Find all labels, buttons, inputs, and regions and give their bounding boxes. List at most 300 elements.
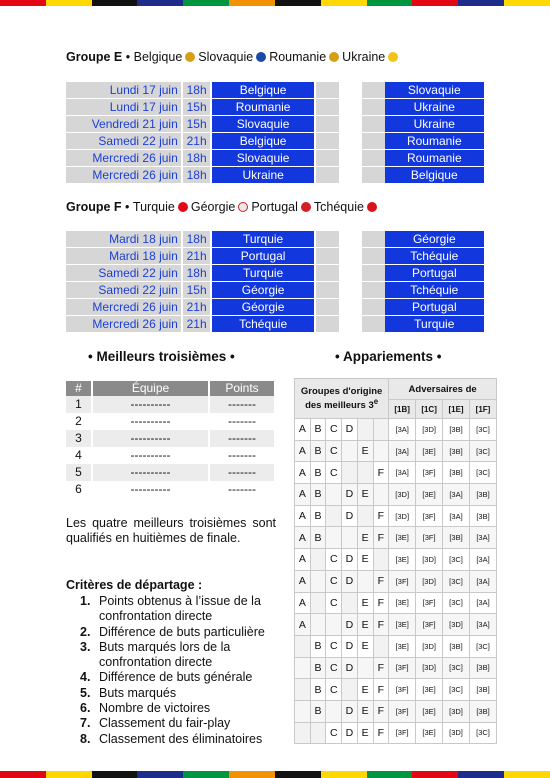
team-name: Ukraine (342, 50, 386, 64)
stripe-segment (367, 0, 413, 6)
stripe-segment (504, 771, 550, 778)
origin-group-cell (295, 657, 311, 679)
origin-group-cell: A (295, 505, 311, 527)
origin-group-cell: A (295, 527, 311, 549)
origin-group-cell: C (326, 657, 342, 679)
origin-group-cell (357, 570, 373, 592)
origin-group-cell: B (310, 635, 326, 657)
stripe-segment (137, 771, 183, 778)
opponent-cell: [3F] (416, 527, 443, 549)
home-score-box[interactable] (316, 116, 339, 132)
thirds-row (66, 447, 274, 464)
origin-group-cell: F (373, 657, 389, 679)
origin-group-cell (373, 484, 389, 506)
stripe-segment (229, 771, 275, 778)
stripe-segment (229, 0, 275, 6)
home-team: Belgique (212, 133, 313, 149)
home-team: Turquie (212, 231, 313, 247)
origin-group-cell: A (295, 592, 311, 614)
opponent-cell: [3A] (389, 419, 416, 441)
team-name: Slovaquie (198, 50, 254, 64)
group-f-schedule (66, 231, 484, 333)
match-date: Vendredi 21 juin (66, 116, 181, 132)
pairing-row (295, 462, 497, 484)
criteria-title: Critères de départage : (66, 578, 203, 592)
criteria-number: 1. (80, 594, 91, 608)
origin-group-cell: F (373, 614, 389, 636)
opponent-cell: [3E] (416, 722, 443, 744)
match-date: Mercredi 26 juin (66, 299, 181, 315)
match-date: Lundi 17 juin (66, 99, 181, 115)
home-team: Géorgie (212, 299, 313, 315)
score-separator (341, 316, 362, 332)
flag-icon (301, 202, 311, 212)
origin-group-cell: A (295, 440, 311, 462)
criteria-item (80, 701, 285, 716)
origin-group-cell: B (310, 484, 326, 506)
points-cell[interactable]: ------- (228, 448, 256, 462)
origin-group-cell (295, 722, 311, 744)
origin-group-cell (342, 679, 358, 701)
match-date: Mercredi 26 juin (66, 150, 181, 166)
match-hour: 21h (183, 299, 211, 315)
home-team: Roumanie (212, 99, 313, 115)
match-hour: 18h (183, 231, 211, 247)
col-team-header: Équipe (93, 381, 208, 396)
origin-group-cell: B (310, 657, 326, 679)
away-team: Roumanie (385, 150, 484, 166)
match-date: Samedi 22 juin (66, 282, 181, 298)
home-score-box[interactable] (316, 299, 339, 315)
match-date: Mardi 18 juin (66, 231, 181, 247)
opponent-cell: [3C] (469, 440, 496, 462)
pairing-row (295, 614, 497, 636)
origin-group-cell: F (373, 592, 389, 614)
away-team: Belgique (385, 167, 484, 183)
pairing-row (295, 700, 497, 722)
criteria-text: Buts marqués (99, 685, 177, 700)
origin-group-cell (326, 614, 342, 636)
origin-group-cell: D (342, 614, 358, 636)
thirds-header-row (66, 381, 274, 396)
origin-group-cell: E (357, 700, 373, 722)
origin-group-cell: E (357, 440, 373, 462)
home-team: Tchéquie (212, 316, 313, 332)
flag-icon (367, 202, 377, 212)
match-row (66, 99, 484, 115)
origin-group-cell (326, 484, 342, 506)
opponent-cell: [3D] (443, 722, 470, 744)
origin-group-cell: D (342, 549, 358, 571)
opponent-cell: [3C] (469, 462, 496, 484)
origin-group-cell: C (326, 722, 342, 744)
points-cell[interactable]: ------- (210, 396, 274, 413)
origin-group-cell (357, 419, 373, 441)
opponent-cell: [3C] (443, 570, 470, 592)
stripe-segment (275, 771, 321, 778)
origin-group-cell: F (373, 527, 389, 549)
stripe-segment (275, 0, 321, 6)
criteria-text: Classement des éliminatoires (99, 731, 263, 746)
away-score-box[interactable] (362, 316, 385, 332)
match-hour: 18h (183, 167, 211, 183)
criteria-number: 4. (80, 670, 91, 685)
match-hour: 21h (183, 248, 211, 264)
stripe-segment (183, 0, 229, 6)
origin-group-cell: C (326, 419, 342, 441)
criteria-item (80, 686, 285, 701)
opponent-cell: [3C] (443, 549, 470, 571)
score-separator (341, 150, 362, 166)
stripe-segment (321, 771, 367, 778)
points-cell[interactable]: ------- (228, 414, 256, 428)
home-team: Portugal (212, 248, 313, 264)
home-score-box[interactable] (316, 316, 339, 332)
match-row (66, 167, 484, 183)
stripe-segment (412, 771, 458, 778)
opponent-cell: [3B] (469, 700, 496, 722)
origin-group-cell: E (357, 484, 373, 506)
match-date: Samedi 22 juin (66, 133, 181, 149)
origin-group-cell (310, 592, 326, 614)
tiebreak-criteria-list (80, 594, 285, 747)
criteria-number: 6. (80, 701, 91, 716)
pairing-row (295, 722, 497, 744)
stripe-segment (458, 0, 504, 6)
opponents-header: Adversaires de (389, 379, 497, 400)
match-row (66, 265, 484, 281)
match-date: Mercredi 26 juin (66, 316, 181, 332)
opponent-cell: [3D] (389, 484, 416, 506)
home-team: Ukraine (212, 167, 313, 183)
opponent-cell: [3C] (443, 679, 470, 701)
criteria-text: Nombre de victoires (99, 701, 211, 716)
away-score-box[interactable] (362, 299, 385, 315)
pairing-row (295, 657, 497, 679)
rank-cell: 3 (66, 430, 91, 447)
criteria-text: Différence de buts générale (99, 670, 253, 685)
flag-icon (178, 202, 188, 212)
away-score-box[interactable] (362, 82, 385, 98)
origin-group-cell: D (342, 635, 358, 657)
origin-groups-sup: e (373, 396, 379, 406)
group-e-header (66, 50, 401, 64)
origin-group-cell: E (357, 679, 373, 701)
group-e-schedule (66, 82, 484, 184)
team-cell[interactable]: ---------- (130, 448, 171, 462)
origin-groups-header (295, 379, 389, 419)
match-hour: 15h (183, 116, 211, 132)
decorative-bottom-stripe (0, 771, 550, 778)
home-score-box[interactable] (316, 150, 339, 166)
opponent-cell: [3F] (416, 462, 443, 484)
origin-group-cell (342, 462, 358, 484)
team-cell[interactable]: ---------- (93, 430, 208, 447)
opponent-cell: [3F] (389, 700, 416, 722)
origin-group-cell (342, 527, 358, 549)
home-score-box[interactable] (316, 133, 339, 149)
home-score-box[interactable] (316, 265, 339, 281)
opponent-cell: [3B] (443, 527, 470, 549)
origin-group-cell: A (295, 462, 311, 484)
opponent-cell: [3E] (416, 440, 443, 462)
origin-group-cell: B (310, 440, 326, 462)
team-cell[interactable]: ---------- (130, 414, 171, 428)
opponent-cell: [3A] (469, 614, 496, 636)
criteria-item (80, 716, 285, 731)
criteria-item (80, 640, 285, 671)
opponent-cell: [3F] (416, 592, 443, 614)
match-row (66, 248, 484, 264)
rank-cell: 2 (75, 414, 82, 428)
opponent-cell: [3A] (389, 462, 416, 484)
home-score-box[interactable] (316, 82, 339, 98)
thirds-row (66, 464, 274, 481)
criteria-item (80, 594, 285, 625)
opponent-cell: [3A] (469, 549, 496, 571)
away-score-box[interactable] (362, 248, 385, 264)
origin-group-cell: A (295, 570, 311, 592)
opponent-cell: [3F] (389, 722, 416, 744)
origin-group-cell: D (342, 722, 358, 744)
match-row (66, 150, 484, 166)
home-team: Slovaquie (212, 150, 313, 166)
rank-cell: 4 (75, 448, 82, 462)
origin-group-cell: A (295, 484, 311, 506)
score-separator (341, 231, 362, 247)
match-date: Samedi 22 juin (66, 265, 181, 281)
match-row (66, 116, 484, 132)
opponent-cell: [3A] (443, 484, 470, 506)
opponent-cell: [3B] (443, 635, 470, 657)
opponent-cell: [3A] (469, 527, 496, 549)
origin-group-cell: D (342, 657, 358, 679)
stripe-segment (321, 0, 367, 6)
match-row (66, 282, 484, 298)
score-separator (341, 282, 362, 298)
origin-group-cell (326, 700, 342, 722)
origin-group-cell (342, 592, 358, 614)
criteria-item (80, 670, 285, 685)
opponent-cell: [3A] (469, 592, 496, 614)
pairing-row (295, 592, 497, 614)
origin-group-cell (373, 440, 389, 462)
points-cell[interactable]: ------- (210, 430, 274, 447)
pairings-table (294, 378, 497, 744)
origin-group-cell: C (326, 635, 342, 657)
col-points-header: Points (210, 381, 274, 396)
stripe-segment (92, 771, 138, 778)
group-f-header (66, 200, 380, 214)
match-hour: 15h (183, 282, 211, 298)
origin-group-cell: F (373, 505, 389, 527)
home-score-box[interactable] (316, 282, 339, 298)
origin-group-cell (357, 505, 373, 527)
origin-group-cell: B (310, 505, 326, 527)
group-e-label: Groupe E (66, 50, 123, 64)
opponent-cell: [3E] (416, 700, 443, 722)
opponent-cell: [3F] (389, 570, 416, 592)
team-name: Roumanie (269, 50, 327, 64)
flag-icon (329, 52, 339, 62)
criteria-item (80, 625, 285, 640)
qualification-note: Les quatre meilleurs troisièmes sont qualifiés en huitièmes de finale. (66, 516, 276, 545)
thirds-row (66, 413, 274, 430)
home-score-box[interactable] (316, 248, 339, 264)
pairing-row (295, 570, 497, 592)
opponent-cell: [3E] (389, 592, 416, 614)
thirds-row (66, 396, 274, 413)
points-cell[interactable]: ------- (210, 464, 274, 481)
origin-group-cell (295, 635, 311, 657)
opponent-cell: [3B] (443, 462, 470, 484)
origin-group-cell: E (357, 722, 373, 744)
origin-group-cell: F (373, 462, 389, 484)
opponent-cell: [3D] (416, 419, 443, 441)
pairing-row (295, 484, 497, 506)
opponent-cell: [3A] (469, 570, 496, 592)
origin-group-cell: D (342, 570, 358, 592)
stripe-segment (0, 0, 46, 6)
pairing-row (295, 549, 497, 571)
opponent-cell: [3C] (469, 635, 496, 657)
criteria-number: 3. (80, 639, 91, 654)
match-hour: 21h (183, 316, 211, 332)
team-name: Belgique (133, 50, 183, 64)
origin-group-cell: C (326, 570, 342, 592)
origin-group-cell: B (310, 462, 326, 484)
origin-group-cell: E (357, 614, 373, 636)
origin-group-cell: B (310, 679, 326, 701)
home-team: Slovaquie (212, 116, 313, 132)
score-separator (341, 167, 362, 183)
flag-icon (238, 202, 248, 212)
criteria-number: 5. (80, 685, 91, 700)
origin-group-cell: C (326, 679, 342, 701)
match-hour: 18h (183, 150, 211, 166)
pairings-title: • Appariements • (335, 349, 442, 364)
origin-group-cell (342, 440, 358, 462)
away-team: Roumanie (385, 133, 484, 149)
pairing-row (295, 505, 497, 527)
match-date: Mercredi 26 juin (66, 167, 181, 183)
opponent-cell: [3D] (443, 700, 470, 722)
home-score-box[interactable] (316, 231, 339, 247)
home-score-box[interactable] (316, 99, 339, 115)
origin-group-cell (373, 419, 389, 441)
origin-group-cell: F (373, 679, 389, 701)
away-team: Tchéquie (385, 248, 484, 264)
opponent-cell: [3F] (416, 505, 443, 527)
opponent-cell: [3F] (416, 614, 443, 636)
away-score-box[interactable] (362, 265, 385, 281)
origin-group-cell (357, 657, 373, 679)
thirds-title: • Meilleurs troisièmes • (88, 349, 235, 364)
team-name: Géorgie (190, 200, 236, 214)
away-score-box[interactable] (362, 133, 385, 149)
away-score-box[interactable] (362, 231, 385, 247)
away-score-box[interactable] (362, 150, 385, 166)
criteria-item (80, 732, 285, 747)
away-score-box[interactable] (362, 167, 385, 183)
subheader-1c: [1C] (416, 400, 443, 419)
home-score-box[interactable] (316, 167, 339, 183)
origin-group-cell: B (310, 700, 326, 722)
origin-group-cell (310, 722, 326, 744)
match-hour: 15h (183, 99, 211, 115)
match-row (66, 133, 484, 149)
pairing-row (295, 635, 497, 657)
best-thirds-table (66, 381, 274, 498)
origin-group-cell (295, 679, 311, 701)
away-score-box[interactable] (362, 282, 385, 298)
criteria-number: 8. (80, 731, 91, 746)
opponent-cell: [3B] (443, 440, 470, 462)
opponent-cell: [3C] (469, 419, 496, 441)
score-separator (341, 248, 362, 264)
opponent-cell: [3D] (416, 549, 443, 571)
origin-group-cell: B (310, 527, 326, 549)
match-row (66, 299, 484, 315)
match-date: Lundi 17 juin (66, 82, 181, 98)
opponent-cell: [3F] (389, 657, 416, 679)
away-team: Géorgie (385, 231, 484, 247)
opponent-cell: [3D] (416, 657, 443, 679)
score-separator (341, 133, 362, 149)
origin-group-cell (295, 700, 311, 722)
team-cell[interactable]: ---------- (93, 464, 208, 481)
opponent-cell: [3E] (416, 679, 443, 701)
opponent-cell: [3A] (443, 505, 470, 527)
col-rank-header: # (66, 381, 91, 396)
origin-group-cell: D (342, 700, 358, 722)
team-cell[interactable]: ---------- (93, 396, 208, 413)
points-cell[interactable]: ------- (228, 482, 256, 496)
origin-group-cell: D (342, 505, 358, 527)
away-score-box[interactable] (362, 99, 385, 115)
origin-group-cell: F (373, 570, 389, 592)
origin-group-cell: C (326, 440, 342, 462)
opponent-cell: [3D] (416, 570, 443, 592)
origin-group-cell: D (342, 419, 358, 441)
away-team: Turquie (385, 316, 484, 332)
opponent-cell: [3B] (469, 657, 496, 679)
home-team: Belgique (212, 82, 313, 98)
team-name: Tchéquie (313, 200, 364, 214)
opponent-cell: [3D] (416, 635, 443, 657)
origin-group-cell: C (326, 549, 342, 571)
away-team: Ukraine (385, 116, 484, 132)
score-separator (341, 82, 362, 98)
decorative-top-stripe (0, 0, 550, 6)
rank-cell: 6 (75, 482, 82, 496)
stripe-segment (367, 771, 413, 778)
away-score-box[interactable] (362, 116, 385, 132)
team-cell[interactable]: ---------- (130, 482, 171, 496)
pairing-row (295, 527, 497, 549)
origin-group-cell (326, 505, 342, 527)
opponent-cell: [3C] (469, 722, 496, 744)
opponent-cell: [3E] (389, 635, 416, 657)
criteria-text: Points obtenus à l’issue de la confrontation directe (99, 594, 261, 624)
opponent-cell: [3E] (416, 484, 443, 506)
opponent-cell: [3F] (389, 679, 416, 701)
criteria-number: 2. (80, 624, 91, 639)
opponent-cell: [3E] (389, 549, 416, 571)
match-hour: 21h (183, 133, 211, 149)
stripe-segment (458, 771, 504, 778)
origin-group-cell (357, 462, 373, 484)
